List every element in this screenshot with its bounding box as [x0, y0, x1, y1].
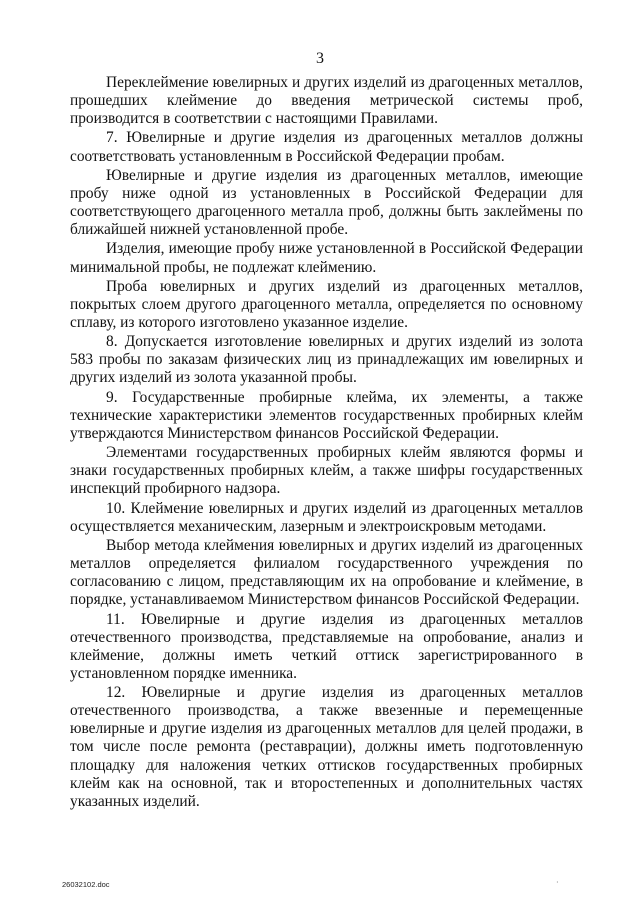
paragraph: 10. Клеймение ювелирных и других изделий из драгоценных металлов осуществляется механическим, лазерным и электроискровым методами.	[70, 499, 583, 535]
document-body	[70, 74, 583, 812]
paragraph: 9. Государственные пробирные клейма, их элементы, а также технические характеристики элементов государственных пробирных клейм утверждаются Министерством финансов Российской Федерации.	[70, 388, 583, 442]
paragraph: Выбор метода клеймения ювелирных и других изделий из драгоценных металлов определяется филиалом государственного учреждения по согласованию с лицом, представляющим их на опробование и клеймение, в порядке, устанавливаемом Министерством финансов Российской Федерации.	[70, 537, 583, 609]
paragraph: Элементами государственных пробирных клейм являются формы и знаки государственных пробирных клейм, а также шифры государственных инспекций пробирного надзора.	[70, 444, 583, 498]
paragraph: Переклеймение ювелирных и других изделий из драгоценных металлов, прошедших клеймение до введения метрической системы проб, производится в соответствии с настоящими Правилами.	[70, 74, 583, 128]
page-number: 3	[316, 50, 324, 67]
paragraph: Изделия, имеющие пробу ниже установленной в Российской Федерации минимальной пробы, не подлежат клеймению.	[70, 240, 583, 276]
paragraph: 8. Допускается изготовление ювелирных и других изделий из золота 583 пробы по заказам физических лиц из принадлежащих им ювелирных и других изделий из золота указанной пробы.	[70, 333, 583, 387]
paragraph: 12. Ювелирные и другие изделия из драгоценных металлов отечественного производства, а также ввезенные и перемещенные ювелирные и другие изделия из драгоценных металлов для целей продажи, в том числе после ремонта (реставрации), должны иметь подготовленную площадку для наложения четких оттисков государственных пробирных клейм как на основной, так и второстепенных и дополнительных частях указанных изделий.	[70, 684, 583, 810]
paragraph: 7. Ювелирные и другие изделия из драгоценных металлов должны соответствовать установленным в Российской Федерации пробам.	[70, 129, 583, 165]
paragraph: Ювелирные и другие изделия из драгоценных металлов, имеющие пробу ниже одной из установленных в Российской Федерации для соответствующего драгоценного металла проб, должны быть заклеймены по ближайшей нижней установленной пробе.	[70, 166, 583, 239]
paragraph: Проба ювелирных и других изделий из драгоценных металлов, покрытых слоем другого драгоценного металла, определяется по основному сплаву, из которого изготовлено указанное изделие.	[70, 277, 583, 331]
scan-speck: ·	[556, 878, 559, 887]
paragraph: 11. Ювелирные и другие изделия из драгоценных металлов отечественного производства, представляемые на опробование, анализ и клеймение, должны иметь четкий оттиск зарегистрированного в установленном порядке именника.	[70, 610, 583, 682]
footer-filename: 26032102.doc	[62, 880, 110, 889]
